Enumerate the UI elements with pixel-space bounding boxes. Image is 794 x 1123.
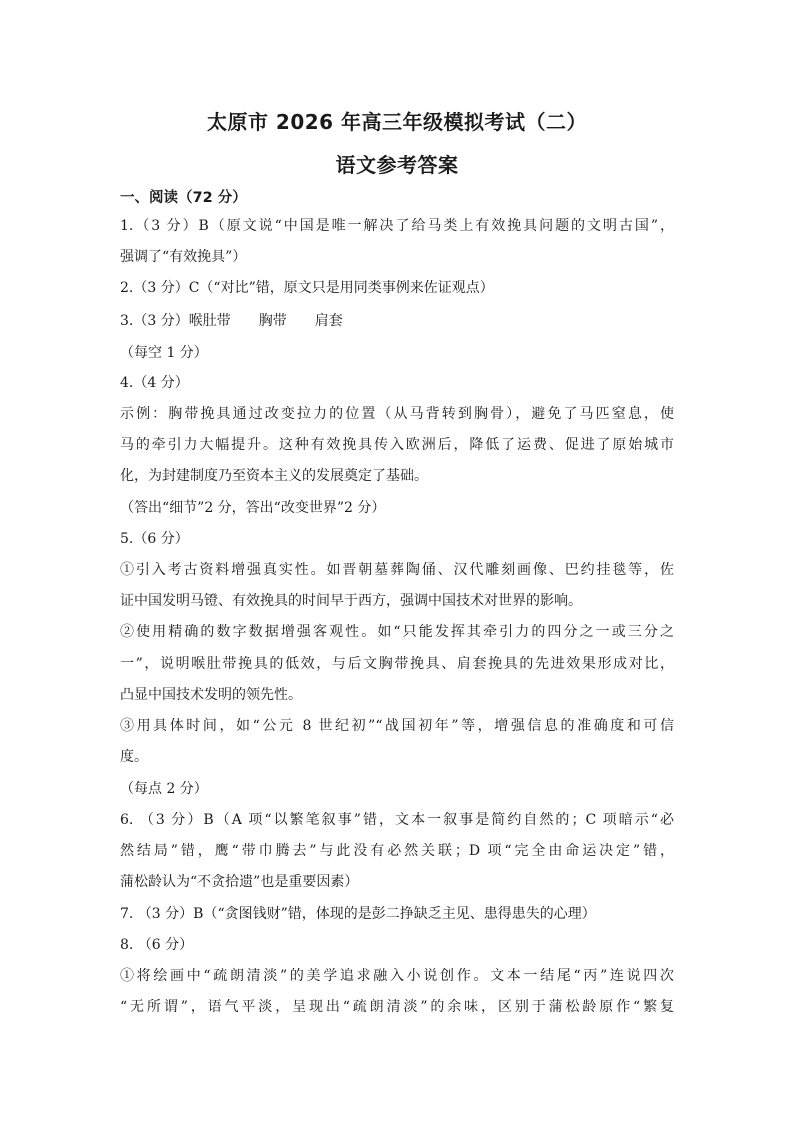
answer-line: 然结局”错，鹰“带巾腾去”与此没有必然关联；D 项“完全由命运决定”错， [120,843,674,859]
answer-line: 6. （3 分）B（A 项“以繁笔叙事”错，文本一叙事是简约自然的；C 项暗示“必 [120,812,674,828]
document-subtitle: 语文参考答案 [335,153,459,177]
answer-line: 强调了“有效挽具”） [120,249,247,265]
answer-line: 证中国发明马镫、有效挽具的时间早于西方，强调中国技术对世界的影响。 [120,593,582,609]
section-heading-reading: 一、阅读（72 分） [120,190,247,206]
answer-line: 1.（3 分）B（原文说“中国是唯一解决了给马类上有效挽具问题的文明古国”， [120,218,674,234]
answer-line: 5.（6 分） [120,531,189,547]
answer-line: 度。 [120,749,148,765]
answer-line: 8. （6 分） [120,937,194,953]
answer-line: 一”，说明喉肚带挽具的低效，与后文胸带挽具、肩套挽具的先进效果形成对比， [120,656,674,672]
answer-line: 4.（4 分） [120,375,189,391]
answer-line: 马的牵引力大幅提升。这种有效挽具传入欧洲后，降低了运费、促进了原始城市 [120,437,674,453]
answer-line: （每空 1 分） [120,345,208,361]
answer-line: 化，为封建制度乃至资本主义的发展奠定了基础。 [120,468,428,484]
answer-line: 凸显中国技术发明的领先性。 [120,687,302,703]
answer-line: “无所谓”，语气平淡，呈现出“疏朗清淡”的余味，区别于蒲松龄原作“繁复 [120,999,674,1015]
answer-line: ③用具体时间，如“公元 8 世纪初”“战国初年”等，增强信息的准确度和可信 [120,718,674,734]
answer-line: ①将绘画中“疏朗清淡”的美学追求融入小说创作。文本一结尾“丙”连说四次 [120,968,674,984]
answer-line: 示例：胸带挽具通过改变拉力的位置（从马背转到胸骨），避免了马匹窒息，使 [120,406,674,422]
document-title: 太原市 2026 年高三年级模拟考试（二） [206,110,588,134]
answer-line: 3.（3 分）喉肚带 胸带 肩套 [120,313,343,329]
answer-line: ②使用精确的数字数据增强客观性。如“只能发挥其牵引力的四分之一或三分之 [120,624,674,640]
answer-line: 7. （3 分）B（“贪图钱财”错，体现的是彭二挣缺乏主见、患得患失的心理） [120,906,596,922]
answer-line: 2.（3 分）C（“对比”错，原文只是用同类事例来佐证观点） [120,280,494,296]
answer-line: （每点 2 分） [120,781,208,797]
answer-line: ①引入考古资料增强真实性。如晋朝墓葬陶俑、汉代雕刻画像、巴约挂毯等，佐 [120,562,674,578]
answer-line: （答出“细节”2 分，答出“改变世界”2 分） [120,500,386,516]
answer-line: 蒲松龄认为“不贪拾遗”也是重要因素） [120,874,359,890]
